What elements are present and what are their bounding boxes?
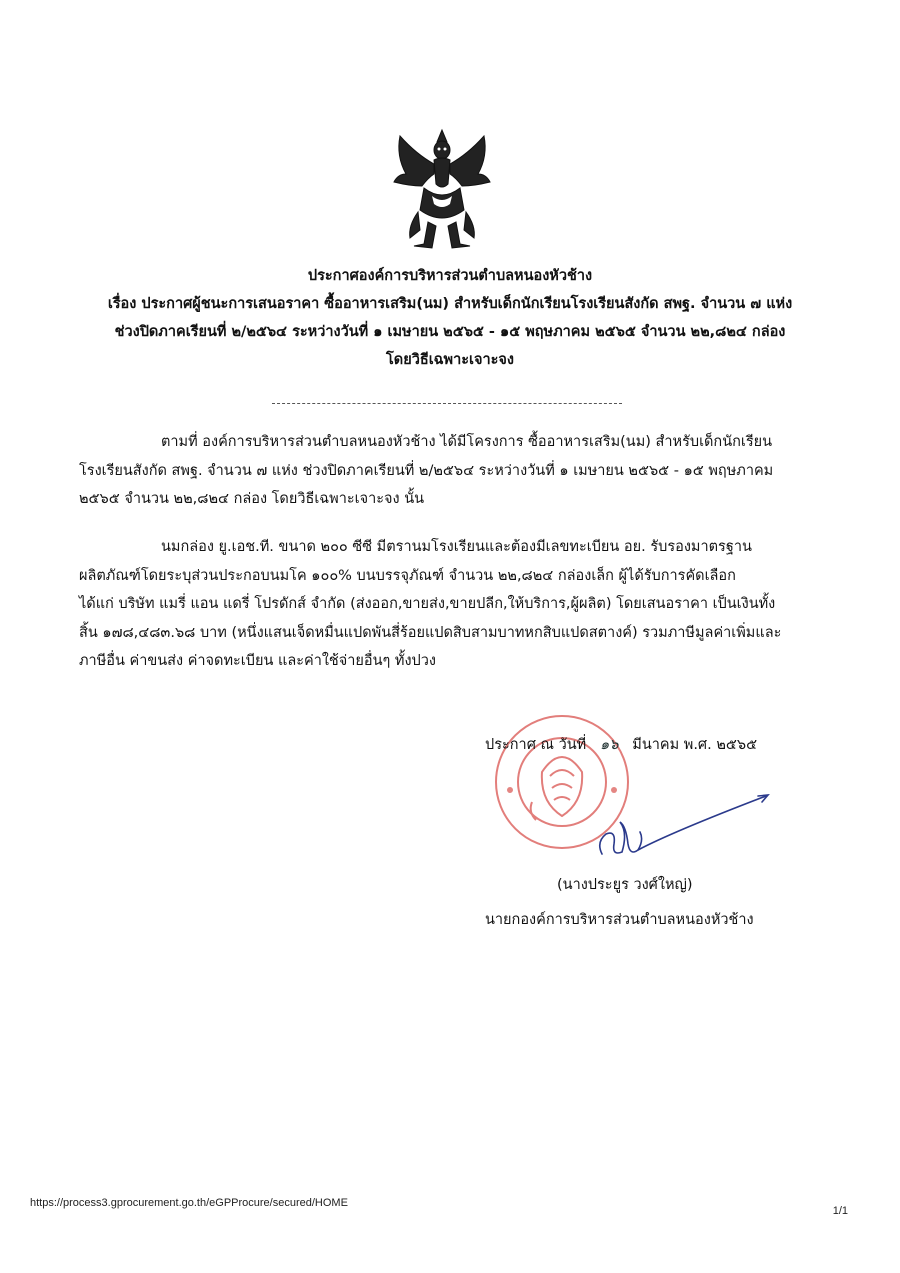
paragraph-winner	[79, 533, 809, 676]
paragraph-line: สิ้น ๑๗๘,๔๘๓.๖๘ บาท (หนึ่งแสนเจ็ดหมื่นแปดพันสี่ร้อยแปดสิบสามบาทหกสิบแปดสตางค์) รวมภาษีมูลค่าเพิ่มและ	[79, 624, 782, 641]
paragraph-line: ๒๕๖๕ จำนวน ๒๒,๘๒๔ กล่อง โดยวิธีเฉพาะเจาะจง นั้น	[79, 491, 425, 507]
document-header	[70, 262, 830, 374]
announce-date	[485, 733, 757, 756]
footer-url: https://process3.gprocurement.go.th/eGPProcure/secured/HOME	[30, 1197, 348, 1209]
handwritten-signature	[582, 792, 772, 872]
paragraph-line: โรงเรียนสังกัด สพฐ. จำนวน ๗ แห่ง ช่วงปิดภาคเรียนที่ ๒/๒๕๖๔ ระหว่างวันที่ ๑ เมษายน ๒๕๖๕ - ๑๕ พฤษภาคม	[79, 462, 774, 479]
signer-name: (นางประยูร วงศ์ใหญ่)	[557, 877, 693, 893]
announce-month-year: มีนาคม พ.ศ. ๒๕๖๕	[632, 737, 758, 753]
subject-line-1: เรื่อง ประกาศผู้ชนะการเสนอราคา ซื้ออาหารเสริม(นม) สำหรับเด็กนักเรียนโรงเรียนสังกัด สพฐ. จำนวน ๗ แห่ง	[107, 296, 793, 312]
page-number: 1/1	[832, 1205, 848, 1217]
org-title: ประกาศองค์การบริหารส่วนตำบลหนองหัวช้าง	[307, 268, 593, 284]
announce-day: ๑๖	[600, 737, 619, 753]
announce-prefix: ประกาศ ณ วันที่	[485, 737, 587, 753]
subject-line-2: ช่วงปิดภาคเรียนที่ ๒/๒๕๖๔ ระหว่างวันที่ ๑ เมษายน ๒๕๖๕ - ๑๕ พฤษภาคม ๒๕๖๕ จำนวน ๒๒,๘๒๔ กล่อง	[114, 324, 786, 340]
signer-title: นายกองค์การบริหารส่วนตำบลหนองหัวช้าง	[485, 912, 754, 928]
garuda-emblem-icon	[388, 126, 496, 254]
subject-line-3: โดยวิธีเฉพาะเจาะจง	[386, 352, 514, 368]
paragraph-line: นมกล่อง ยู.เอช.ที. ขนาด ๒๐๐ ซีซี มีตรานมโรงเรียนและต้องมีเลขทะเบียน อย. รับรองมาตรฐาน	[161, 539, 752, 555]
header-divider	[272, 403, 622, 404]
paragraph-line: ได้แก่ บริษัท แมรี่ แอน แดรี่ โปรดักส์ จำกัด (ส่งออก,ขายส่ง,ขายปลีก,ให้บริการ,ผู้ผลิต) โดยเสนอราคา เป็นเงินทั้ง	[79, 596, 776, 612]
paragraph-line: ภาษีอื่น ค่าขนส่ง ค่าจดทะเบียน และค่าใช้จ่ายอื่นๆ ทั้งปวง	[79, 653, 436, 669]
paragraph-line: ตามที่ องค์การบริหารส่วนตำบลหนองหัวช้าง ได้มีโครงการ ซื้ออาหารเสริม(นม) สำหรับเด็กนักเรียน	[161, 434, 773, 450]
paragraph-background	[79, 428, 809, 514]
paragraph-line: ผลิตภัณฑ์โดยระบุส่วนประกอบนมโค ๑๐๐% บนบรรจุภัณฑ์ จำนวน ๒๒,๘๒๔ กล่องเล็ก ผู้ได้รับการคัดเลือก	[79, 567, 736, 584]
